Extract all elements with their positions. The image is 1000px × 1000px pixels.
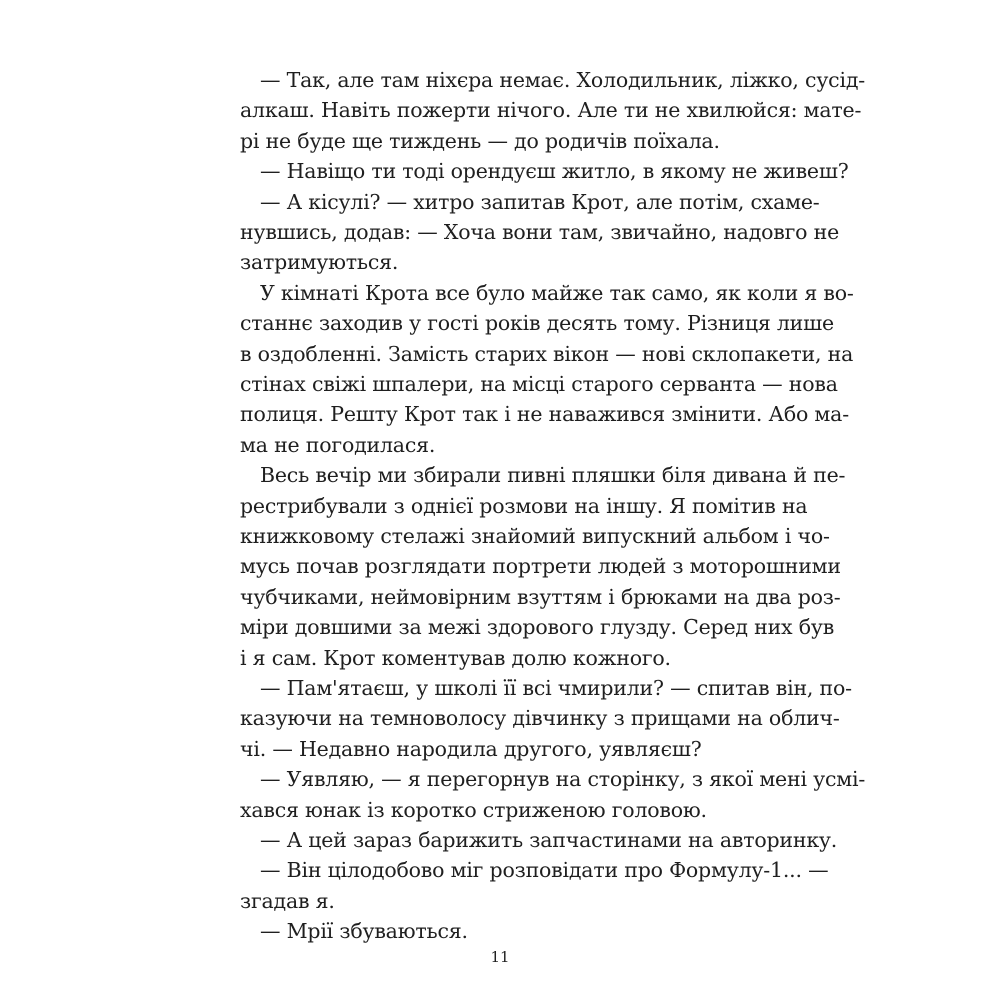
text-line: рестрибували з однієї розмови на іншу. Я помітив на (240, 493, 808, 518)
text-line: станнє заходив у гості років десять тому. Різниця лише (240, 311, 834, 336)
text-line: ма не погодилася. (240, 432, 436, 457)
text-line: чубчиками, неймовірним взуттям і брюками на два роз- (240, 584, 841, 609)
text-line: — А кісулі? — хитро запитав Крот, але потім, схаме- (260, 189, 820, 214)
text-line: затримуються. (240, 250, 399, 275)
text-line: — Він цілодобово міг розповідати про Формулу-1... — (260, 858, 829, 883)
text-line: книжковому стелажі знайомий випускний альбом і чо- (240, 524, 830, 548)
text-line: згадав я. (240, 888, 335, 913)
text-line: — А цей зараз барижить запчастинами на авторинку. (260, 828, 838, 852)
text-line: казуючи на темноволосу дівчинку з прищами на облич- (240, 706, 840, 731)
text-line: мусь почав розглядати портрети людей з моторошними (240, 554, 841, 579)
text-line: полиця. Решту Крот так і не наважився змінити. Або ма- (240, 402, 849, 427)
text-line: в оздобленні. Замість старих вікон — нові склопакети, на (240, 341, 854, 366)
text-line: У кімнаті Крота все було майже так само, як коли я во- (260, 280, 854, 305)
text-line: нувшись, додав: — Хоча вони там, звичайно, надовго не (240, 220, 839, 244)
text-line: чі. — Недавно народила другого, уявляєш? (240, 736, 702, 761)
text-line: стінах свіжі шпалери, на місці старого серванта — нова (240, 372, 838, 396)
text-line: — Пам'ятаєш, у школі її всі чмирили? — спитав він, по- (260, 676, 852, 700)
text-line: — Уявляю, — я перегорнув на сторінку, з якої мені усмі- (260, 767, 866, 792)
text-line: рі не буде ще тиждень — до родичів поїхала. (240, 128, 720, 153)
text-line: і я сам. Крот коментував долю кожного. (240, 645, 671, 670)
text-line: міри довшими за межі здорового глузду. Серед них був (240, 615, 835, 640)
page-number: 11 (490, 948, 510, 966)
text-line: — Мрії збуваються. (260, 919, 468, 944)
text-line: Весь вечір ми збирали пивні пляшки біля дивана й пе- (260, 463, 846, 488)
text-line: алкаш. Навіть пожерти нічого. Але ти не хвилюйся: мате- (240, 98, 862, 123)
text-line: — Так, але там ніхєра немає. Холодильник, ліжко, сусід- (260, 68, 865, 92)
text-line: — Навіщо ти тоді орендуєш житло, в якому не живеш? (260, 159, 849, 184)
text-line: хався юнак із коротко стриженою головою. (240, 797, 707, 822)
